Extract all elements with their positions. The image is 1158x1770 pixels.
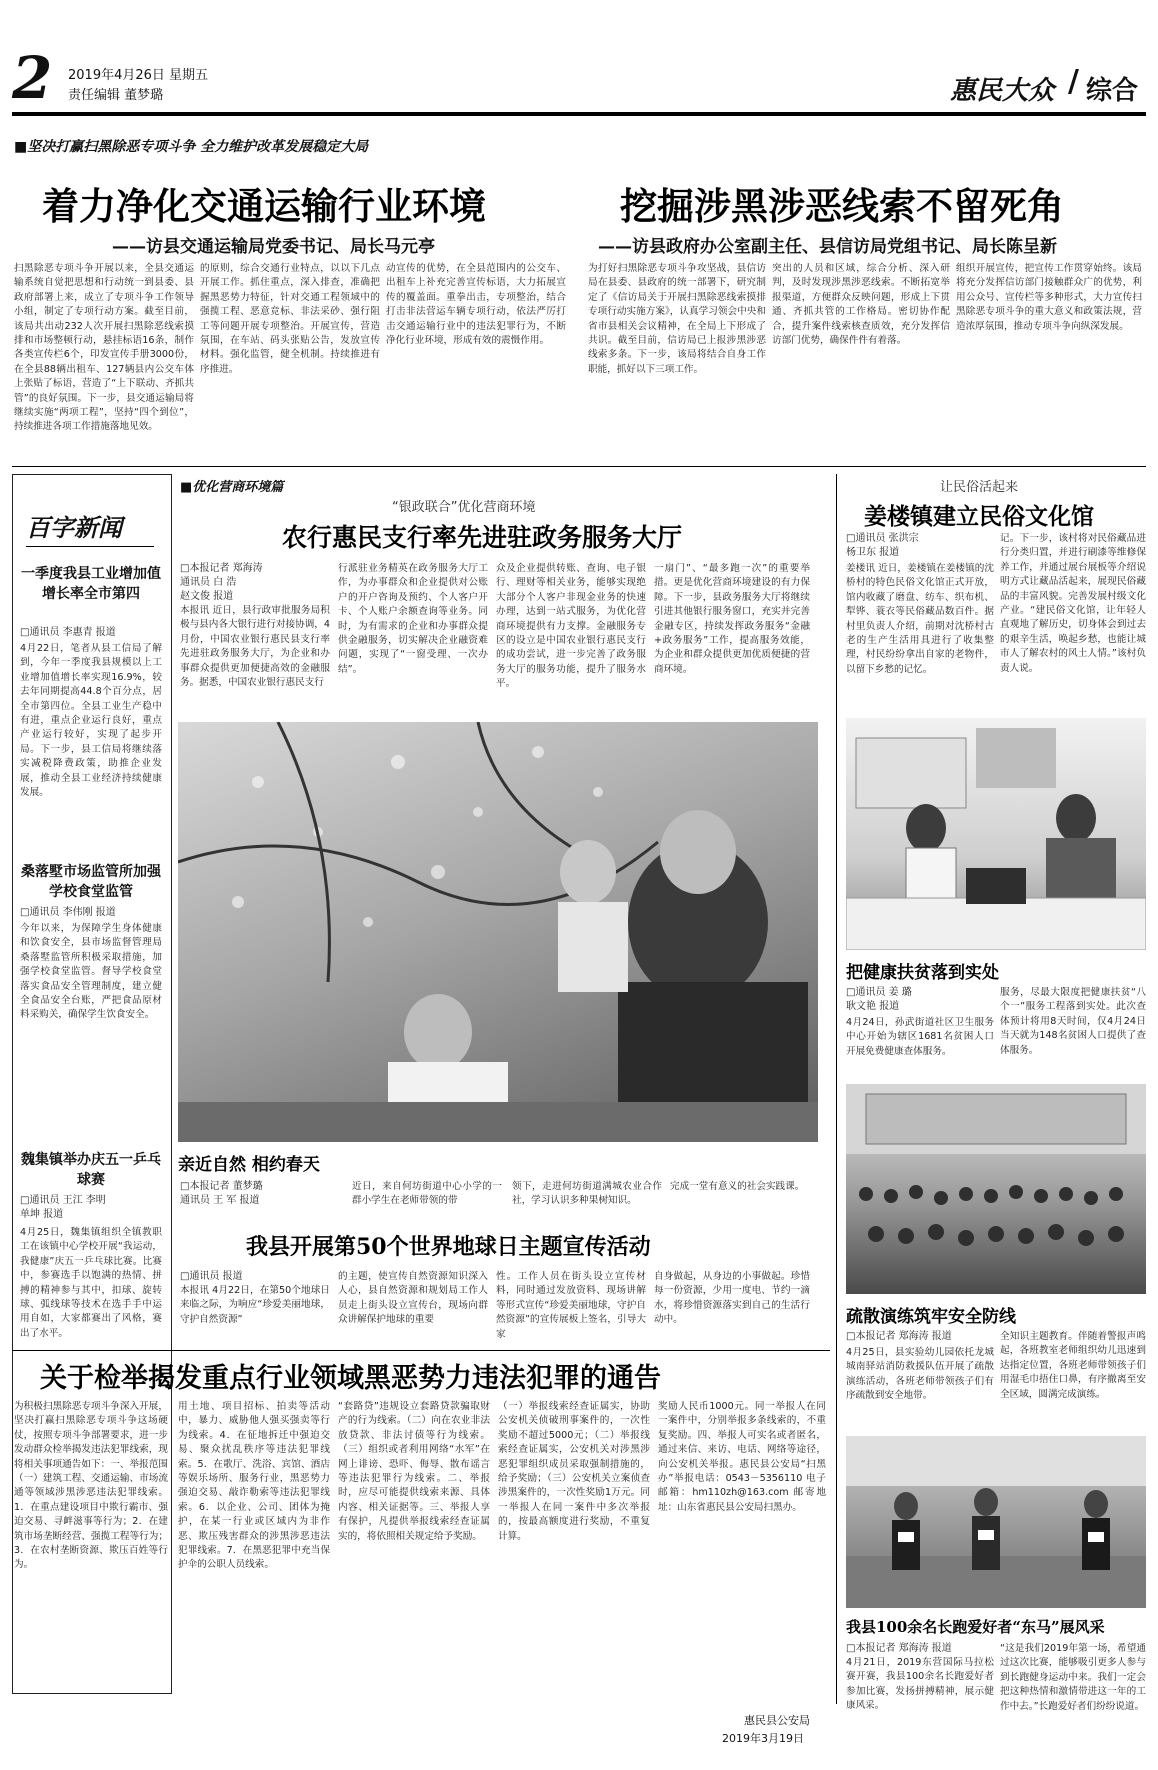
notice-signature: 惠民县公安局 (744, 1714, 810, 1727)
news-digest-title: 百字新闻 (26, 513, 122, 542)
page-number: 2 (12, 44, 53, 112)
article1-headline: 着力净化交通运输行业环境 (42, 184, 486, 228)
marathon-photo-col1: 4月21日，2019东营国际马拉松赛开赛，我县100余名长跑爱好者参加比赛，发扬拼搏精神，展示健康风采。 (846, 1657, 994, 1712)
earthday-col3: 性。工作人员在街头设立宣传材料，同时通过发放资料、现场讲解等形式宣传“珍爱美丽地球，守护自然资源”的宣传展板上签名，引导大家 (496, 1271, 646, 1340)
folk-headline: 姜楼镇建立民俗文化馆 (864, 503, 1094, 530)
earthday-col1: 本报讯 4月22日，在第50个地球日来临之际，为响应“珍爱美丽地球，守护自然资源” (180, 1285, 330, 1325)
business-col3: 众及企业提供转账、查询、电子银行、理财等相关业务，能够实现绝大部分个人客户非现金业务的快速办理，达到一站式服务，为优化营商环境提供有力支撑。金融服务专区的设立是中国农业银行惠民支行的成功尝试，进一步完善了政务服务大厅的服务功能，提升了服务水平。 (496, 563, 646, 690)
notice-top-rule (12, 1350, 830, 1351)
article1-col3: 动宣传的优势，在全县范围内的公交车、出租车上补充完善宣传标语，大力拓展宣传的覆盖面。重拳出击，专项整治，结合打击非法营运车辆专项行动，依法严厉打击交通运输行业中的违法犯罪行为，不断净化行业环境，形成有效的震慑作用。 (386, 263, 566, 347)
spring-photo-byline: □本报记者 董梦璐 通讯员 王 军 报道 (180, 1181, 263, 1206)
folk-byline: □通讯员 张洪宗 杨卫东 报道 (846, 533, 919, 558)
section-rule-1 (12, 466, 1146, 467)
article2-col3: 组织开展宣传，把宣传工作贯穿始终。该局将充分发挥信访部门接触群众广的优势，利用公众号、宣传栏等多种形式，大力宣传扫黑除恶专项斗争的重大意义和政策法规，营造浓厚氛围，推动专项斗争向纵深发展。 (956, 263, 1142, 332)
notice-col4: （一）举报线索经查证属实，协助公安机关侦破刑事案件的，一次性奖励不超过5000元；（二）举报线索经查证属实，公安机关对涉黑涉恶犯罪组织成员采取强制措施的，给予奖励；（三）公安机关立案侦查涉黑案件的，一次性奖励1万元。同一举报人在同一案件中多次举报的，按最高额度进行奖励，不重复计算。 (498, 1401, 650, 1542)
earthday-col2: 的主题，使宣传自然资源知识深入人心，县自然资源和规划局工作人员走上街头设立宣传台，现场向群众讲解保护地球的重要 (338, 1271, 488, 1326)
digest-item3-title: 魏集镇举办庆五一乒乓球赛 (21, 1152, 161, 1188)
business-kicker: “银政联合”优化营商环境 (392, 500, 536, 515)
marathon-photo-byline: □本报记者 郑海涛 报道 (846, 1643, 952, 1654)
digest-item1-title: 一季度我县工业增加值增长率全市第四 (21, 566, 161, 602)
right-column-divider (836, 474, 837, 1704)
folk-col2: 记。下一步，该村将对民俗藏品进行分类归置，并进行刷漆等维修保养工作，并通过展台展板等介绍说明方式让藏品活起来，展现民俗藏品的丰富风貌。完善发展村级文化产业。“建民俗文化馆，让年轻人直观地了解历史，切身体会到过去的艰辛生活，唤起乡愁，也能让城市人了解农村的风土人情。”该村负责人说。 (1000, 533, 1146, 674)
drill-photo-caption: 疏散演练筑牢安全防线 (846, 1307, 1016, 1327)
notice-date: 2019年3月19日 (722, 1732, 804, 1745)
health-photo-caption: 把健康扶贫落到实处 (846, 963, 999, 983)
article1-subhead: ——访县交通运输局党委书记、局长马元亭 (112, 237, 435, 257)
news-digest-title-rule (26, 546, 154, 547)
editor-credit: 责任编辑 董梦璐 (68, 88, 164, 103)
digest-item1-body: 4月22日，笔者从县工信局了解到，今年一季度我县规模以上工业增加值增长率实现16.9%，较去年同期提高44.8个百分点，居全市第四位。全县工业生产稳中有进，重点企业运行良好，重点产业运行较好，实现了起步开局。下一步，县工信局将继续落实减税降费政策，助推企业发展，推动全县工业经济持续健康发展。 (20, 643, 162, 799)
notice-col5: 奖励人民币1000元。同一举报人在同一案件中，分别举报多条线索的，不重复奖励。四、举报人可实名或者匿名，通过来信、来访、电话、网络等途径，向公安机关举报。惠民县公安局“扫黑办”举报电话：0543－5356110 电子邮箱：hm110zh@163.com 邮寄地址：山东省惠民县公安局扫黑办。 (658, 1401, 826, 1513)
digest-item2-title: 桑落墅市场监管所加强学校食堂监管 (21, 864, 161, 900)
article2-headline: 挖掘涉黑涉恶线索不留死角 (620, 184, 1064, 228)
article1-col1: 扫黑除恶专项斗争开展以来，全县交通运输系统自觉把思想和行动统一到县委、县政府部署上来，成立了专项斗争工作领导小组，制定了专项行动方案。截至目前，该局共出动232人次开展扫黑除恶线索摸排和市场整顿行动，悬挂标语16条，制作各类宣传栏6个，印发宣传手册3000份，在全县88辆出租车、127辆县内公交车体上张贴了标语，营造了“上下联动、齐抓共管”的良好氛围。下一步，县交通运输局将继续实施“两项工程”，坚持“四个到位”，持续推进各项工作措施落地见效。 (14, 263, 194, 433)
business-col4: 一扇门”、“最多跑一次”的重要举措。更是优化营商环境建设的有力保障。下一步，县政务服务大厅将继续引进其他银行服务窗口，充实并完善金融专区，持续发挥政务服务“金融+政务服务”工作，提高服务效能，为企业和群众提供更加优质便捷的营商环境。 (654, 563, 810, 675)
paper-name: 惠民大众 (950, 76, 1055, 106)
article2-subhead: ——访县政府办公室副主任、县信访局党组书记、局长陈呈新 (598, 237, 1057, 257)
health-photo-col2: 服务，尽最大限度把健康扶贫“八个一”服务工程落到实处。此次查体预计将用8天时间，仅4月24日当天就为148名贫困人口提供了查体服务。 (1000, 987, 1146, 1056)
spring-photo-col3: 完成一堂有意义的社会实践课。 (670, 1181, 805, 1192)
folk-kicker: 让民俗活起来 (940, 480, 1019, 495)
drill-photo-col2: 全知识主题教育。伴随着警报声鸣起，各班教室老师组织幼儿迅速到达指定位置，各班老师带领孩子们用湿毛巾捂住口鼻，有序撤离至安全区域，圆满完成演练。 (1000, 1331, 1146, 1400)
business-banner: ■优化营商环境篇 (180, 480, 284, 495)
drill-photo-byline: □本报记者 郑海涛 报道 (846, 1331, 952, 1342)
article2-col1: 为打好扫黑除恶专项斗争攻坚战，县信访局在县委、县政府的统一部署下，研究制定了《信访局关于开展扫黑除恶线索摸排专项行动实施方案》，认真学习领会中央和省市县相关会议精神，在全局上下形成了共识。截至目前，信访局已上报涉黑涉恶线索多条。下一步，该局将结合自身工作职能，抓好以下三项工作。 (588, 263, 766, 375)
earthday-col4: 自身做起，从身边的小事做起。珍惜每一份资源，少用一度电、节约一滴水，将珍惜资源落实到自己的生活行动中。 (654, 1271, 810, 1326)
notice-headline: 关于检举揭发重点行业领域黑恶势力违法犯罪的通告 (40, 1363, 661, 1394)
notice-col2: 用土地、项目招标、拍卖等活动中，暴力、威胁他人强买强卖等行为线索。4．在征地拆迁中强迫交易、聚众扰乱秩序等违法犯罪线索。5．在歌厅、洗浴、宾馆、酒店等娱乐场所、服务行业，黑恶势力强迫交易、敲诈勒索等违法犯罪线索。6．以企业、公司、团体为掩护，在某一行业或区域内为非作恶、欺压残害群众的涉黑涉恶违法犯罪线索。7．在黑恶犯罪中充当保护伞的公职人员线索。 (178, 1401, 330, 1571)
spring-photo-col2: 领下，走进何坊街道满城农业合作社，学习认识多种果树知识。 (512, 1181, 662, 1207)
spring-photo (178, 722, 818, 1142)
digest-item3-byline: □通讯员 王江 李明 单坤 报道 (20, 1195, 106, 1220)
earthday-headline: 我县开展第50个世界地球日主题宣传活动 (246, 1234, 651, 1260)
digest-item1-byline: □通讯员 李惠青 报道 (20, 627, 116, 638)
notice-col3: “套路贷”违规设立套路贷款骗取财产的行为线索。（二）向在农业非法放贷款、非法讨债等行为线索。（三）组织或者利用网络“水军”在网上诽谤、恐吓、侮辱、散布谣言等违法犯罪行为线索。二、举报时，应尽可能提供线索来源、具体内容、相关证据等。三、举报人享有保护，凡提供举报线索经查证属实的，将依照相关规定给予奖励。 (338, 1401, 490, 1542)
marathon-photo (846, 1436, 1146, 1608)
business-col2: 行派驻业务精英在政务服务大厅工作，为办事群众和企业提供对公账户的开户咨询及预约、个人客户开卡、个人账户余额查询等业务。同时，为有需求的企业和办事群众提供金融服务，切实解决企业融资难问题，实现了“一窗受理、一次办结”。 (338, 563, 488, 675)
health-photo-byline: □通讯员 姜 璐 耿文艳 报道 (846, 987, 912, 1012)
business-byline: □本报记者 郑海涛 通讯员 白 浩 赵文俊 报道 (180, 563, 263, 602)
campaign-banner: ■坚决打赢扫黑除恶专项斗争 全力维护改革发展稳定大局 (14, 139, 369, 155)
spring-photo-caption: 亲近自然 相约春天 (178, 1155, 320, 1175)
article1-col2: 的原则，综合交通行业特点，以以下几点开展工作。抓住重点，深入排查，准确把握黑恶势力特征，针对交通工程领域中的强揽工程、恶意竞标、非法采砂、强行阻工等问题开展专项整治。开展宣传，营造氛围，在车站、码头张贴公告，发放宣传材料。强化监管，健全机制。持续推进有序推进。 (200, 263, 380, 375)
drill-photo-col1: 4月25日，县实验幼儿园依托龙城城南驿站消防救援队伍开展了疏散演练活动，各班老师带领孩子们有序疏散到安全地带。 (846, 1347, 994, 1402)
section-name: 综合 (1086, 76, 1139, 106)
digest-item3-body: 4月25日，魏集镇组织全镇教职工在该镇中心学校开展“我运动，我健康”庆五一乒乓球比赛。比赛中，参赛选手以饱满的热情、拼搏的精神参与其中，扣球、旋转球、弧线球等技术在选手手中运用自如，大家都赛出了风格，赛出了水平。 (20, 1227, 162, 1339)
health-photo (846, 718, 1146, 950)
marathon-photo-col2: “这是我们2019年第一场，希望通过这次比赛，能够吸引更多人参与到长跑健身运动中来。我们一定会把这种热情和激情带进这一年的工作中去。”长跑爱好者们纷纷说道。 (1000, 1643, 1146, 1712)
article2-col2: 突出的人员和区域，综合分析、深入研判，及时发现涉黑涉恶线索。不断拓宽举报渠道，方便群众反映问题，形成上下贯通、齐抓共管的工作格局。密切协作配合，提升案件线索核查质效，充分发挥信访部门优势，确保件件有着落。 (772, 263, 950, 347)
header-rule (12, 112, 1146, 116)
earthday-byline: □通讯员 报道 (180, 1271, 243, 1282)
health-photo-col1: 4月24日，孙武街道社区卫生服务中心开始为辖区1681名贫困人口开展免费健康查体服务。 (846, 1017, 994, 1057)
issue-date: 2019年4月26日 星期五 (68, 68, 209, 83)
notice-col1: 为积极扫黑除恶专项斗争深入开展，坚决打赢扫黑除恶专项斗争这场硬仗，按照专项斗争部署要求，进一步发动群众检举揭发违法犯罪线索，现将相关事项通告如下：一、举报范围（一）建筑工程、交通运输、市场流通等领域涉黑涉恶违法犯罪线索。1．在重点建设项目中欺行霸市、强迫交易、寻衅滋事等行为；2．在建筑市场垄断经营、强揽工程等行为；3．在农村垄断资源、欺压百姓等行为。 (14, 1401, 168, 1571)
digest-item2-byline: □通讯员 李伟刚 报道 (20, 907, 116, 918)
digest-item2-body: 今年以来，为保障学生身体健康和饮食安全，县市场监督管理局桑落墅监管所积极采取措施，加强学校食堂监管。督导学校食堂落实食品安全管理制度，建立健全食品安全台账，严把食品原材料采购关，确保学生饮食安全。 (20, 923, 162, 1021)
marathon-photo-caption: 我县100余名长跑爱好者“东马”展风采 (846, 1618, 1105, 1636)
folk-col1: 姜楼讯 近日，姜楼镇在姜楼镇的沈桥村的特色民俗文化馆正式开放，馆内收藏了磨盘、纺车、织布机、犁铧、蓑衣等民俗藏品数百件。据村里负责人介绍，前期对沈桥村古老的生产生活用具进行了收集整理，村民纷纷拿出自家的老物件，以留下乡愁的记忆。 (846, 563, 994, 675)
drill-photo (846, 1084, 1146, 1294)
business-col1: 本报讯 近日，县行政审批服务局积极与县内各大银行进行对接协调，4月份，中国农业银行惠民县支行率先进驻政务服务大厅，为企业和办事群众提供更加便捷高效的金融服务。据悉，中国农业银行惠民支行 (180, 605, 330, 689)
business-headline: 农行惠民支行率先进驻政务服务大厅 (282, 523, 683, 552)
spring-photo-col1: 近日，来自何坊街道中心小学的一群小学生在老师带领的带 (352, 1181, 502, 1207)
section-divider-slash: / (1068, 64, 1079, 99)
